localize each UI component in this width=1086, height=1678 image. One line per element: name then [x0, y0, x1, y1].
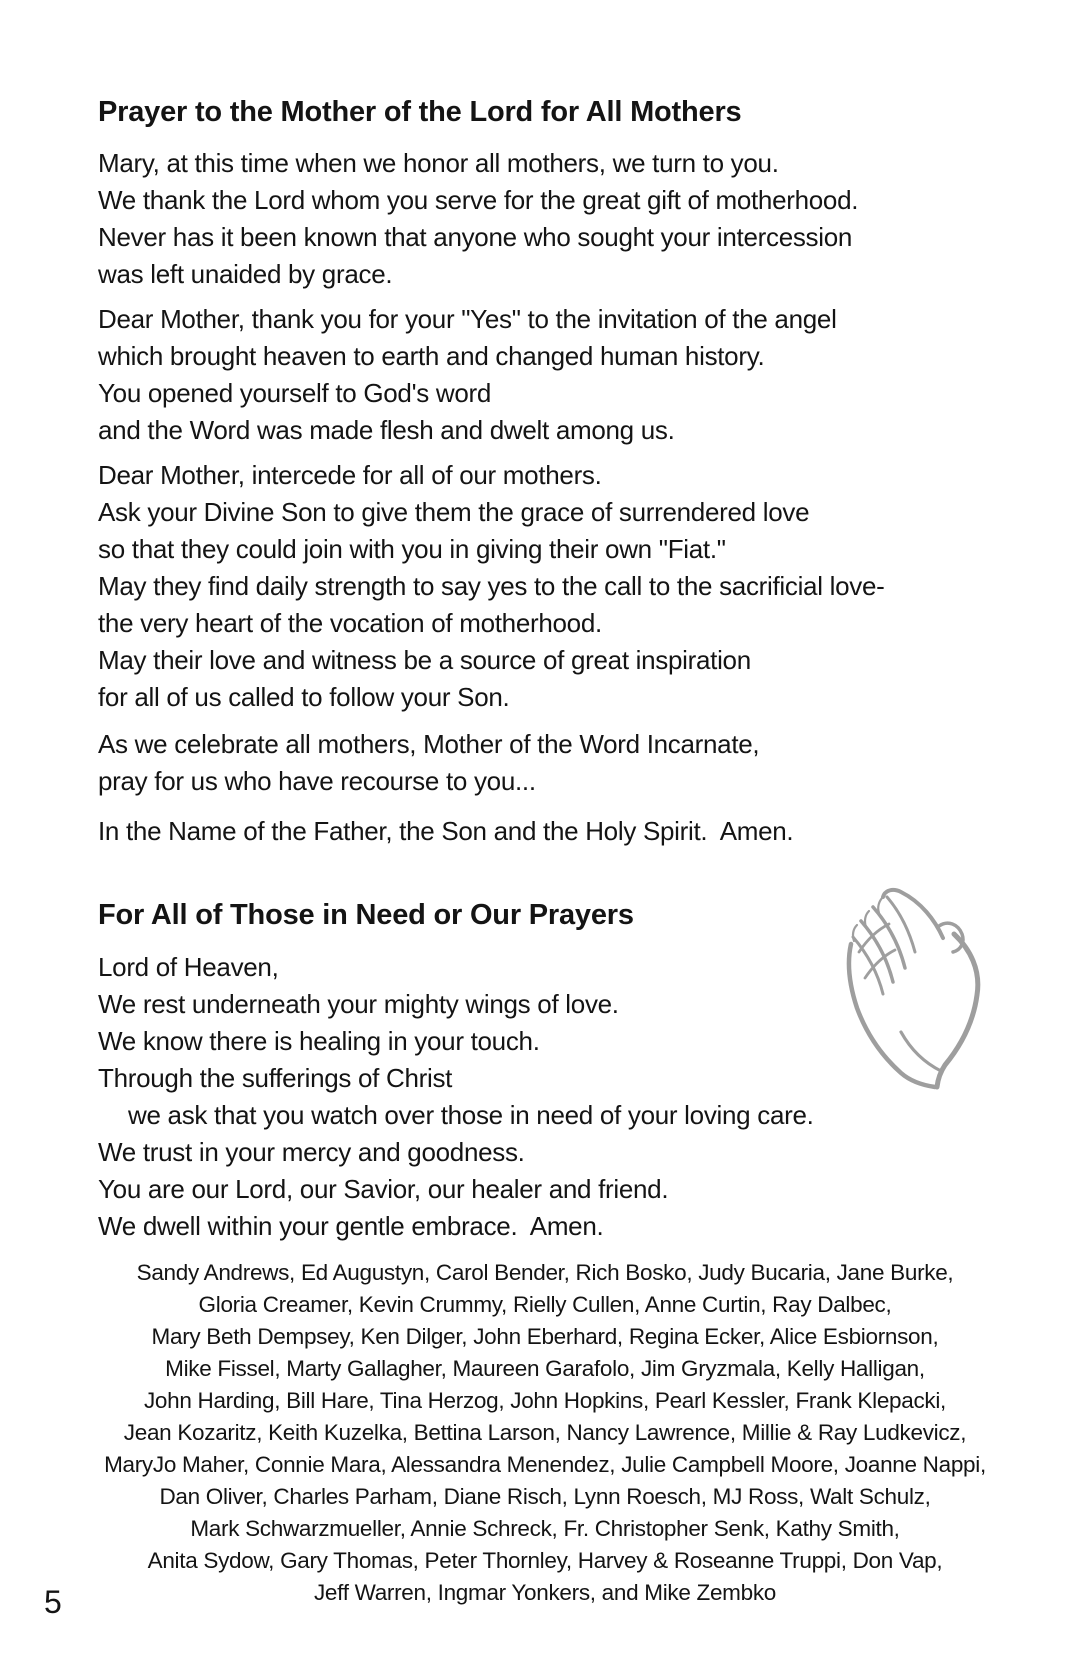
names-line: MaryJo Maher, Connie Mara, Alessandra Menendez, Julie Campbell Moore, Joanne Nappi,: [104, 1452, 986, 1477]
prayer-line: which brought heaven to earth and changed human history.: [98, 341, 765, 371]
prayer-paragraph: [98, 726, 1052, 800]
prayer-paragraph: [98, 301, 1052, 449]
prayer-line: for all of us called to follow your Son.: [98, 682, 510, 712]
prayer-line: so that they could join with you in giving their own "Fiat.": [98, 534, 726, 564]
praying-hands-icon: [842, 882, 1007, 1094]
prayer-line: You opened yourself to God's word: [98, 378, 492, 408]
section-heading-need-prayer: For All of Those in Need or Our Prayers: [98, 899, 634, 931]
prayer-line: Never has it been known that anyone who sought your intercession: [98, 222, 853, 252]
prayer-names-list: [40, 1257, 1050, 1609]
praying-hands-strokes: [849, 890, 978, 1087]
names-line: Jeff Warren, Ingmar Yonkers, and Mike Zembko: [313, 1580, 776, 1605]
prayer-line: Dear Mother, thank you for your "Yes" to the invitation of the angel: [98, 304, 837, 334]
names-line: Mark Schwarzmueller, Annie Schreck, Fr. Christopher Senk, Kathy Smith,: [190, 1516, 900, 1541]
names-line: Mary Beth Dempsey, Ken Dilger, John Eberhard, Regina Ecker, Alice Esbiornson,: [151, 1324, 939, 1349]
names-line: Mike Fissel, Marty Gallagher, Maureen Garafolo, Jim Gryzmala, Kelly Halligan,: [165, 1356, 925, 1381]
prayer-line: Dear Mother, intercede for all of our mothers.: [98, 460, 602, 490]
names-line: Sandy Andrews, Ed Augustyn, Carol Bender, Rich Bosko, Judy Bucaria, Jane Burke,: [136, 1260, 954, 1285]
prayer-line: We thank the Lord whom you serve for the great gift of motherhood.: [98, 185, 859, 215]
prayer-line: May they find daily strength to say yes to the call to the sacrificial love-: [98, 571, 885, 601]
prayer-line: May their love and witness be a source of great inspiration: [98, 645, 751, 675]
prayer-line: and the Word was made flesh and dwelt among us.: [98, 415, 675, 445]
prayer-line: Mary, at this time when we honor all mothers, we turn to you.: [98, 148, 779, 178]
names-line: Anita Sydow, Gary Thomas, Peter Thornley, Harvey & Roseanne Truppi, Don Vap,: [147, 1548, 943, 1573]
prayer-line: Ask your Divine Son to give them the grace of surrendered love: [98, 497, 810, 527]
names-line: John Harding, Bill Hare, Tina Herzog, John Hopkins, Pearl Kessler, Frank Klepacki,: [143, 1388, 947, 1413]
prayer-line: the very heart of the vocation of motherhood.: [98, 608, 602, 638]
prayer-paragraph: [98, 145, 1052, 293]
prayer-line: we ask that you watch over those in need of your loving care.: [128, 1100, 814, 1130]
names-line: Gloria Creamer, Kevin Crummy, Rielly Cullen, Anne Curtin, Ray Dalbec,: [198, 1292, 892, 1317]
prayer-line: We trust in your mercy and goodness.: [98, 1137, 525, 1167]
prayer-line: As we celebrate all mothers, Mother of the Word Incarnate,: [98, 729, 760, 759]
prayer-line: You are our Lord, our Savior, our healer and friend.: [98, 1174, 669, 1204]
names-line: Jean Kozaritz, Keith Kuzelka, Bettina Larson, Nancy Lawrence, Millie & Ray Ludkevicz,: [123, 1420, 967, 1445]
prayer-paragraph: [98, 457, 1052, 716]
section-heading-mothers-prayer: Prayer to the Mother of the Lord for All Mothers: [98, 96, 742, 128]
prayer-line: was left unaided by grace.: [98, 259, 393, 289]
prayer-paragraph: [98, 813, 1052, 850]
page-number: 5: [44, 1584, 62, 1620]
prayer-line: We know there is healing in your touch.: [98, 1026, 540, 1056]
prayer-line: In the Name of the Father, the Son and the Holy Spirit. Amen.: [98, 816, 794, 846]
prayer-line: Lord of Heaven,: [98, 952, 279, 982]
prayer-line: We rest underneath your mighty wings of love.: [98, 989, 619, 1019]
prayer-line: Through the sufferings of Christ: [98, 1063, 453, 1093]
names-line: Dan Oliver, Charles Parham, Diane Risch, Lynn Roesch, MJ Ross, Walt Schulz,: [159, 1484, 931, 1509]
prayer-line: We dwell within your gentle embrace. Amen.: [98, 1211, 604, 1241]
prayer-line: pray for us who have recourse to you...: [98, 766, 536, 796]
